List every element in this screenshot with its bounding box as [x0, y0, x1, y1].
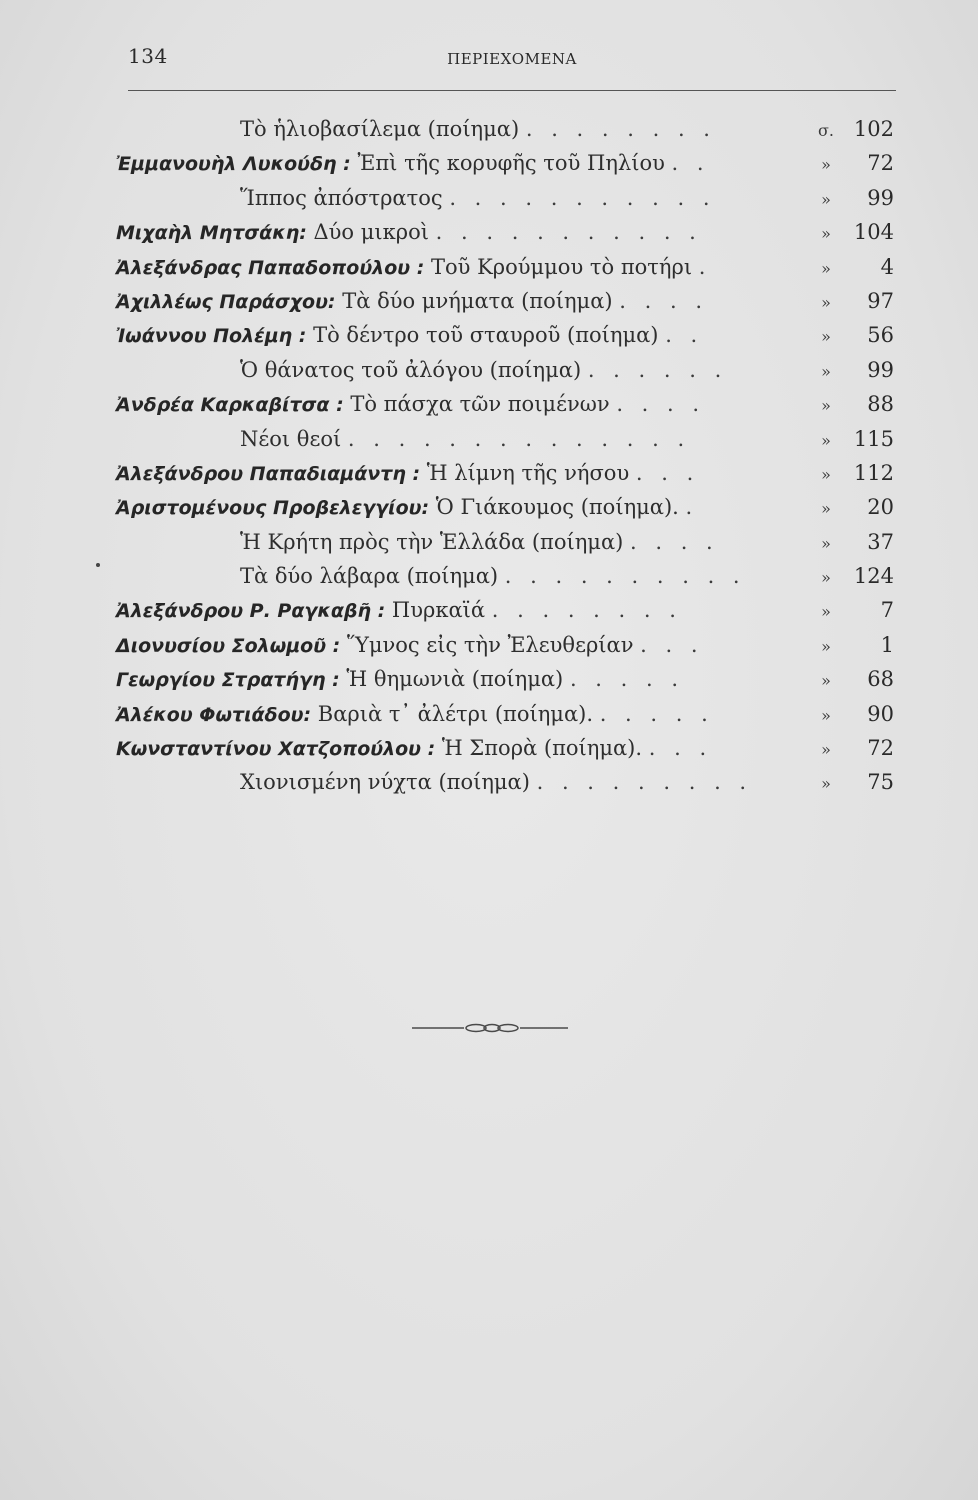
- toc-ditto-marker: »: [821, 396, 831, 416]
- toc-entry: [116, 284, 894, 318]
- toc-author: Κωνσταντίνου Χατζοπούλου :: [116, 738, 436, 761]
- toc-title: Τὰ δύο μνήματα (ποίημα): [335, 288, 613, 313]
- toc-author: Ἀλεξάνδρου Παπαδιαμάντη :: [116, 462, 421, 485]
- toc-entry: [116, 765, 894, 799]
- toc-spacer: [530, 770, 537, 794]
- toc-spacer: [581, 358, 588, 382]
- toc-page-ref: [808, 387, 894, 423]
- toc-ditto-marker: »: [821, 740, 831, 760]
- toc-page-ref: [808, 353, 894, 389]
- toc-entry-text: [116, 490, 698, 525]
- toc-entry-text: [240, 422, 690, 456]
- toc-leader-dots: .: [685, 495, 699, 520]
- toc-page-ref: [808, 181, 894, 217]
- toc-author: Ἀλέκου Φωτιάδου:: [116, 703, 312, 726]
- toc-ditto-marker: »: [821, 705, 831, 725]
- toc-page-ref: [808, 250, 894, 286]
- toc-entry: [116, 250, 894, 284]
- toc-page-number: 1: [880, 632, 894, 657]
- toc-page-number: 37: [867, 529, 894, 554]
- header-rule: [128, 90, 896, 91]
- toc-page-number: 102: [853, 117, 894, 141]
- toc-leader-dots: . . .: [640, 632, 704, 657]
- toc-page-ref: [808, 765, 894, 801]
- toc-leader-dots: . .: [671, 151, 710, 176]
- toc-leader-dots: . . . . .: [569, 667, 685, 692]
- toc-entry-text: [240, 181, 716, 215]
- toc-entry: [116, 697, 894, 731]
- toc-leader-dots: . . . . . . . . . . .: [449, 185, 716, 210]
- toc-author: Μιχαὴλ Μητσάκη:: [116, 222, 307, 245]
- toc-title: Δύο μικροὶ: [306, 220, 429, 245]
- toc-spacer: [485, 598, 492, 622]
- toc-page-number: 72: [867, 736, 894, 761]
- print-speck: [96, 563, 100, 567]
- toc-spacer: [498, 564, 505, 588]
- toc-page-ref: [808, 490, 894, 526]
- toc-page-ref: [808, 422, 894, 458]
- toc-leader-dots: . . . . . . . .: [525, 117, 716, 141]
- toc-title: Ἐπὶ τῆς κορυφῆς τοῦ Πηλίου: [350, 151, 665, 176]
- toc-page-number: 68: [867, 667, 894, 692]
- toc-page-ref: [808, 146, 894, 182]
- toc-page-number: 56: [867, 323, 894, 348]
- toc-author: Ἀλεξάνδρας Παπαδοπούλου :: [116, 256, 425, 279]
- toc-title: Τὰ δύο λάβαρα (ποίημα): [240, 564, 499, 589]
- toc-title: Τὸ ἡλιοβασίλεμα (ποίημα): [240, 117, 520, 141]
- toc-entry: [116, 215, 894, 249]
- toc-entry-text: [116, 318, 703, 353]
- toc-entry: [116, 456, 894, 490]
- toc-page-ref: [808, 628, 894, 664]
- toc-title: Ὁ Γιάκουμος (ποίημα).: [429, 495, 679, 520]
- toc-page-number: 7: [880, 598, 894, 623]
- toc-page-ref: [808, 559, 894, 595]
- toc-ditto-marker: σ.: [817, 121, 834, 140]
- page-header: [128, 44, 896, 80]
- toc-author: Ἀριστομένους Προβελεγγίου:: [116, 497, 430, 520]
- toc-spacer: [692, 255, 699, 279]
- toc-title: Νέοι θεοί: [240, 426, 342, 451]
- toc-spacer: [679, 495, 686, 519]
- toc-page-number: 75: [867, 770, 894, 795]
- toc-entry: [116, 593, 894, 627]
- toc-entry-text: [116, 387, 705, 422]
- toc-spacer: [642, 736, 649, 760]
- toc-leader-dots: . . . .: [630, 529, 719, 554]
- toc-leader-dots: . . .: [648, 736, 713, 761]
- toc-leader-dots: . . . . . . . . . . .: [435, 220, 702, 245]
- toc-leader-dots: . . .: [635, 460, 700, 485]
- toc-title: Ἵππος ἀπόστρατος: [240, 185, 443, 210]
- toc-spacer: [593, 702, 600, 726]
- toc-spacer: [341, 427, 348, 451]
- toc-entry: [116, 490, 894, 524]
- toc-entry: [116, 353, 894, 387]
- toc-spacer: [665, 151, 672, 175]
- toc-title: Τὸ πάσχα τῶν ποιμένων: [343, 392, 610, 417]
- toc-ditto-marker: »: [821, 361, 831, 381]
- toc-ditto-marker: »: [821, 636, 831, 656]
- toc-ditto-marker: »: [821, 568, 831, 588]
- toc-title: Ἡ λίμνη τῆς νήσου: [420, 460, 630, 485]
- toc-entry-text: [116, 284, 708, 319]
- toc-title: Ἡ Σπορὰ (ποίημα).: [435, 736, 643, 761]
- toc-page-number: 115: [853, 426, 894, 451]
- toc-ditto-marker: »: [821, 224, 831, 244]
- toc-ditto-marker: »: [821, 189, 831, 209]
- toc-author: Ἀλεξάνδρου Ρ. Ραγκαβῆ :: [116, 600, 386, 623]
- toc-leader-dots: . .: [665, 323, 704, 348]
- toc-title: Τοῦ Κρούμμου τὸ ποτήρι: [424, 254, 693, 279]
- toc-spacer: [563, 667, 570, 691]
- toc-spacer: [429, 220, 436, 244]
- toc-entry-text: [240, 525, 719, 559]
- toc-ditto-marker: »: [821, 464, 831, 484]
- toc-entry: [116, 525, 894, 559]
- toc-author: Ἐμμανουὴλ Λυκούδη :: [116, 153, 351, 176]
- toc-leader-dots: . . . .: [616, 392, 706, 417]
- toc-page-ref: [808, 662, 894, 698]
- toc-page-number: 20: [867, 495, 894, 520]
- toc-spacer: [623, 530, 630, 554]
- toc-ditto-marker: »: [821, 499, 831, 519]
- toc-author: Ἀχιλλέως Παράσχου:: [116, 290, 336, 313]
- toc-title: Ἡ Κρήτη πρὸς τὴν Ἑλλάδα (ποίημα): [240, 529, 624, 554]
- toc-entry: [116, 112, 894, 146]
- toc-leader-dots: . . . . . . . . . . . . . .: [347, 426, 691, 451]
- toc-entry-text: [116, 628, 704, 663]
- toc-leader-dots: . . . . . . . .: [491, 598, 682, 623]
- toc-page-ref: [808, 731, 894, 767]
- toc-entry-text: [240, 765, 752, 799]
- toc-title: Πυρκαϊά: [385, 598, 486, 623]
- toc-entry-text: [116, 731, 712, 766]
- toc-entry-text: [240, 353, 727, 387]
- toc-author: Διονυσίου Σολωμοῦ :: [116, 634, 341, 657]
- toc-title: Ἡ θημωνιὰ (ποίημα): [339, 667, 564, 692]
- toc-ditto-marker: »: [821, 292, 831, 312]
- toc-entry: [116, 628, 894, 662]
- toc-leader-dots: .: [698, 254, 712, 279]
- toc-page-ref: [808, 697, 894, 733]
- toc-entry-text: [116, 697, 714, 732]
- toc-spacer: [629, 461, 636, 485]
- toc-page-ref: [808, 593, 894, 629]
- toc-page-number: 90: [867, 701, 894, 726]
- toc-entry-text: [116, 456, 699, 491]
- toc-ditto-marker: »: [821, 774, 831, 794]
- toc-entry-text: [116, 593, 682, 628]
- toc-entry: [116, 387, 894, 421]
- toc-entry: [116, 146, 894, 180]
- toc-page-number: 97: [867, 288, 894, 313]
- toc-author: Ἀνδρέα Καρκαβίτσα :: [116, 394, 344, 417]
- toc-title: Ὕμνος εἰς τὴν Ἐλευθερίαν: [340, 632, 634, 657]
- toc-entry: [116, 559, 894, 593]
- toc-leader-dots: . . . . . . . . . .: [504, 564, 746, 589]
- running-title: ΠΕΡΙΕΧΟΜΕΝΑ: [447, 50, 577, 68]
- toc-entry: [116, 422, 894, 456]
- toc-page-ref: [808, 525, 894, 561]
- toc-page-number: 104: [853, 220, 894, 245]
- toc-author: Γεωργίου Στρατήγη :: [116, 669, 340, 692]
- toc-page-number: 124: [853, 564, 894, 589]
- toc-spacer: [519, 117, 526, 141]
- toc-leader-dots: . . . .: [619, 288, 708, 313]
- toc-title: Βαριὰ τ᾽ ἀλέτρι (ποίημα).: [311, 701, 594, 726]
- toc-ditto-marker: »: [821, 602, 831, 622]
- toc-page-number: 112: [853, 460, 894, 485]
- toc-page-number: 72: [867, 151, 894, 176]
- toc-leader-dots: . . . . . . . . .: [536, 770, 753, 795]
- toc-entry-text: [116, 250, 711, 285]
- toc-leader-dots: . . . . . .: [587, 357, 728, 382]
- toc-ditto-marker: »: [821, 258, 831, 278]
- toc-ditto-marker: »: [821, 533, 831, 553]
- toc-entry: [116, 662, 894, 696]
- toc-entry-text: [240, 112, 716, 146]
- toc-page-number: 88: [867, 392, 894, 417]
- toc-page-number: 4: [880, 254, 894, 279]
- page-number: 134: [128, 44, 168, 68]
- toc-entry: [116, 731, 894, 765]
- toc-title: Χιονισμένη νύχτα (ποίημα): [240, 770, 530, 795]
- toc-page-ref: [808, 456, 894, 492]
- decorative-rule-icon: [412, 1022, 568, 1034]
- toc-ditto-marker: »: [821, 430, 831, 450]
- toc-page-ref: [808, 112, 894, 148]
- table-of-contents: [116, 112, 894, 800]
- toc-entry: [116, 181, 894, 215]
- toc-title: Ὁ θάνατος τοῦ ἀλόγου (ποίημα): [240, 357, 582, 382]
- toc-page-ref: [808, 284, 894, 320]
- toc-ditto-marker: »: [821, 155, 831, 175]
- toc-ditto-marker: »: [821, 671, 831, 691]
- toc-entry-text: [116, 215, 702, 250]
- toc-entry-text: [116, 662, 684, 697]
- toc-page-ref: [808, 318, 894, 354]
- toc-leader-dots: . . . . .: [599, 701, 714, 726]
- toc-entry: [116, 318, 894, 352]
- toc-page-ref: [808, 215, 894, 251]
- toc-ditto-marker: »: [821, 327, 831, 347]
- toc-entry-text: [240, 559, 746, 593]
- toc-author: Ἰωάννου Πολέμη :: [116, 325, 307, 348]
- toc-page-number: 99: [867, 357, 894, 382]
- toc-entry-text: [116, 146, 710, 181]
- toc-page-number: 99: [867, 185, 894, 210]
- toc-title: Τὸ δέντρο τοῦ σταυροῦ (ποίημα): [306, 323, 659, 348]
